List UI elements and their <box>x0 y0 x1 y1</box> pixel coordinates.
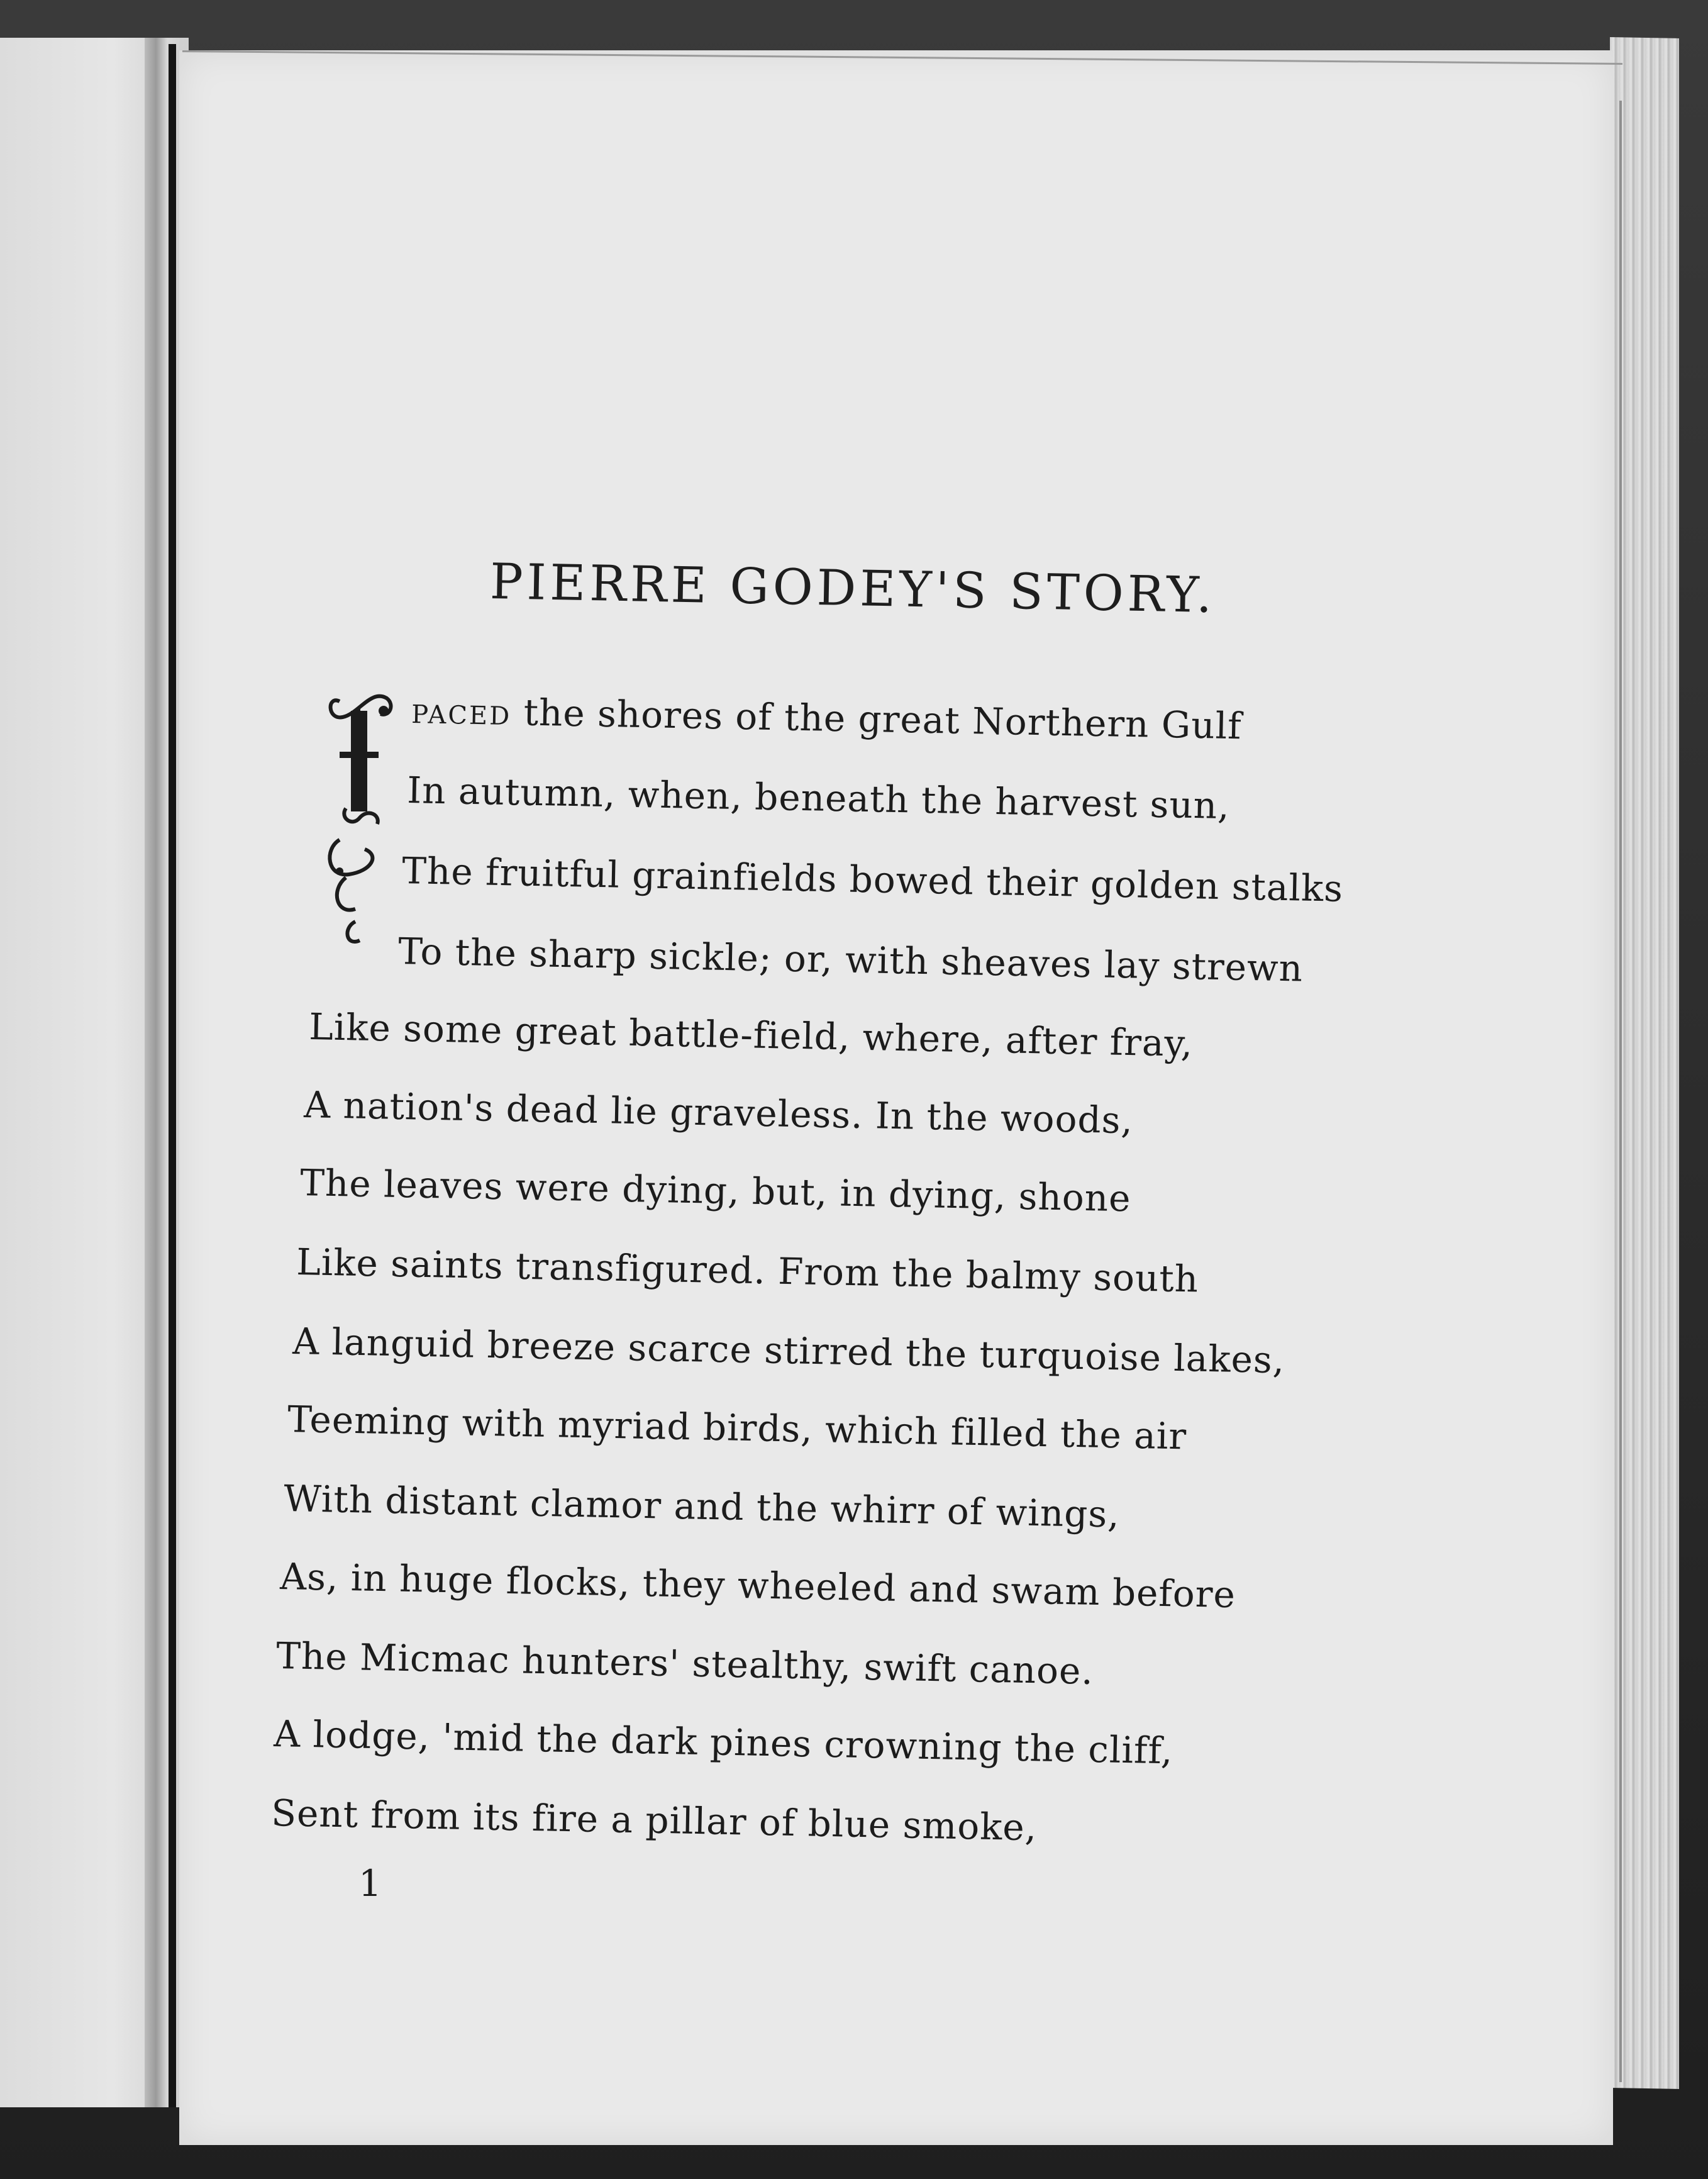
first-word-small-caps: PACED <box>411 699 512 732</box>
poem-line-11: With distant clamor and the whirr of wings, <box>283 1477 1121 1536</box>
ornamental-drop-cap <box>321 683 396 959</box>
poem-line-9: A languid breeze scarce stirred the turquoise lakes, <box>292 1320 1285 1382</box>
poem-line-7: The leaves were dying, but, in dying, shone <box>299 1161 1132 1220</box>
poem-line-3: The fruitful grainfields bowed their golden stalks <box>401 849 1344 910</box>
poem-line-1-text: the shores of the great Northern Gulf <box>523 691 1243 748</box>
poem-line-8: Like saints transfigured. From the balmy south <box>296 1240 1199 1301</box>
poem-line-14: A lodge, 'mid the dark pines crowning the cliff, <box>273 1712 1173 1773</box>
poem-line-10: Teeming with myriad birds, which filled the air <box>287 1398 1187 1458</box>
page-number: 1 <box>358 1862 382 1905</box>
poem-line-4: To the sharp sickle; or, with sheaves lay strewn <box>397 930 1304 990</box>
poem-line-6: A nation's dead lie graveless. In the woods, <box>303 1083 1134 1142</box>
poem-line-2: In autumn, when, beneath the harvest sun, <box>406 769 1231 828</box>
poem-line-15: Sent from its fire a pillar of blue smoke, <box>270 1792 1038 1849</box>
poem-line-5: Like some great battle-field, where, after fray, <box>308 1005 1194 1065</box>
page-title: PIERRE GODEY'S STORY. <box>489 554 1217 625</box>
poem-line-13: The Micmac hunters' stealthy, swift canoe. <box>275 1634 1094 1693</box>
poem-line-12: As, in huge flocks, they wheeled and swam before <box>279 1555 1236 1617</box>
poem-line-1 <box>411 689 1243 747</box>
